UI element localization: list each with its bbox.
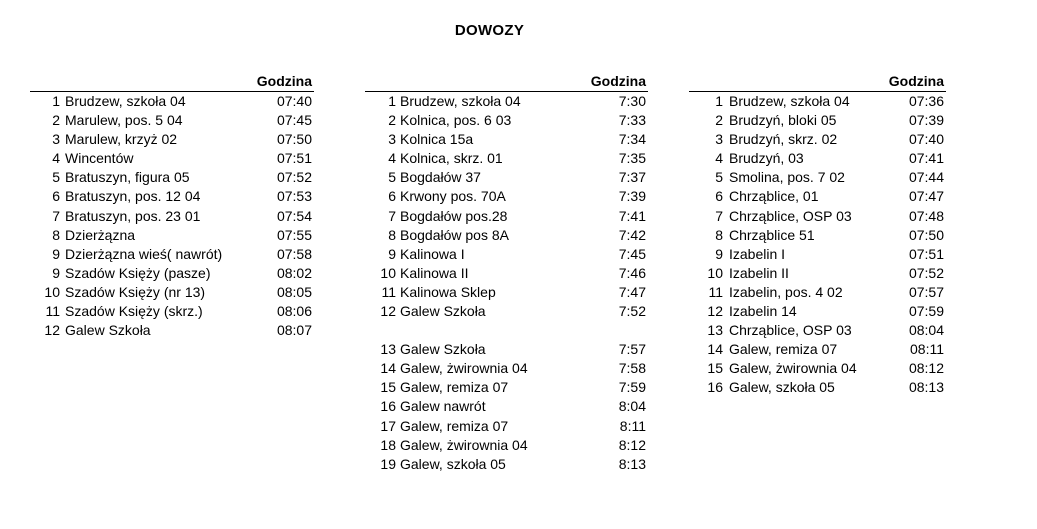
departure-time: 7:41 xyxy=(618,207,646,224)
stop-number: 11 xyxy=(381,283,396,300)
table-row xyxy=(365,168,648,187)
stop-number: 9 xyxy=(715,245,723,262)
stop-name: Galew, remiza 07 xyxy=(400,417,509,434)
departure-time: 07:58 xyxy=(276,245,312,262)
table-row xyxy=(689,111,946,130)
stop-name: Chrząblice 51 xyxy=(729,226,815,243)
stop-name: Chrząblice, 01 xyxy=(729,188,819,205)
stop-name: Galew, żwirownia 04 xyxy=(400,360,528,377)
table-row xyxy=(689,283,946,302)
stop-number: 4 xyxy=(715,150,723,167)
schedule-table-3 xyxy=(689,72,946,398)
stop-number: 10 xyxy=(380,264,396,281)
stop-number: 6 xyxy=(715,188,723,205)
stop-name: Brudzew, szkoła 04 xyxy=(729,93,850,109)
table-row xyxy=(365,187,648,206)
stop-number: 5 xyxy=(715,169,723,186)
stop-number: 16 xyxy=(707,379,723,396)
table-row xyxy=(30,187,314,206)
table-row xyxy=(365,149,648,168)
stop-number: 17 xyxy=(380,417,396,434)
departure-time: 07:55 xyxy=(276,226,312,243)
table-row xyxy=(365,455,648,474)
departure-time: 7:45 xyxy=(618,245,646,262)
stop-number: 7 xyxy=(388,207,396,224)
departure-time: 07:52 xyxy=(276,169,312,186)
stop-name: Kolnica, pos. 6 03 xyxy=(400,112,512,129)
departure-time: 7:39 xyxy=(618,188,646,205)
departure-time: 8:11 xyxy=(619,417,646,434)
departure-time: 08:13 xyxy=(908,379,944,396)
stop-number: 7 xyxy=(52,207,60,224)
departure-time: 7:58 xyxy=(618,360,646,377)
stop-number: 15 xyxy=(707,360,723,377)
table-row xyxy=(689,130,946,149)
stop-name: Dzierżązna xyxy=(65,226,136,243)
stop-number: 10 xyxy=(707,264,723,281)
stop-name: Bratuszyn, pos. 23 01 xyxy=(65,207,201,224)
stop-number: 8 xyxy=(388,226,396,243)
table-row xyxy=(30,264,314,283)
stop-name: Kalinowa I xyxy=(400,245,465,262)
table-header xyxy=(365,72,648,92)
departure-time: 7:37 xyxy=(618,169,646,186)
time-column-header: Godzina xyxy=(888,73,944,89)
stop-number: 2 xyxy=(388,112,396,129)
departure-time: 7:30 xyxy=(618,93,646,109)
table-header xyxy=(30,72,314,92)
stop-number: 1 xyxy=(388,93,396,109)
table-row xyxy=(365,417,648,436)
departure-time: 7:34 xyxy=(618,131,646,148)
table-row xyxy=(30,302,314,321)
table-row xyxy=(365,436,648,455)
table-row xyxy=(365,359,648,378)
departure-time: 7:52 xyxy=(618,303,646,320)
stop-name: Bogdałów 37 xyxy=(400,169,481,186)
stop-name: Kolnica, skrz. 01 xyxy=(400,150,503,167)
stop-number: 9 xyxy=(52,264,60,281)
departure-time: 08:04 xyxy=(908,322,944,339)
table-row xyxy=(365,264,648,283)
departure-time: 07:59 xyxy=(908,303,944,320)
departure-time: 07:53 xyxy=(276,188,312,205)
table-row xyxy=(30,130,314,149)
departure-time: 7:59 xyxy=(618,379,646,396)
departure-time: 7:42 xyxy=(618,226,646,243)
stop-name: Wincentów xyxy=(65,150,134,167)
stop-number: 19 xyxy=(380,455,396,472)
stop-name: Galew, żwirownia 04 xyxy=(729,360,857,377)
stop-name: Brudzew, szkoła 04 xyxy=(65,93,186,109)
departure-time: 07:51 xyxy=(276,150,312,167)
stop-name: Galew, szkoła 05 xyxy=(729,379,835,396)
departure-time: 08:07 xyxy=(276,322,312,339)
stop-number: 18 xyxy=(380,436,396,453)
stop-number: 2 xyxy=(52,112,60,129)
stop-name: Galew, remiza 07 xyxy=(729,341,838,358)
table-row xyxy=(365,397,648,416)
stop-number: 14 xyxy=(707,341,723,358)
stop-number: 4 xyxy=(388,150,396,167)
stop-name: Izabelin, pos. 4 02 xyxy=(729,283,843,300)
stop-number: 5 xyxy=(388,169,396,186)
departure-time: 07:39 xyxy=(908,112,944,129)
stop-number: 6 xyxy=(52,188,60,205)
time-column-header: Godzina xyxy=(256,73,312,89)
stop-number: 14 xyxy=(380,360,396,377)
table-header xyxy=(689,72,946,92)
table-row xyxy=(30,111,314,130)
departure-time: 07:50 xyxy=(276,131,312,148)
departure-time: 7:35 xyxy=(618,150,646,167)
departure-time: 07:47 xyxy=(908,188,944,205)
stop-name: Brudzyń, bloki 05 xyxy=(729,112,837,129)
table-row xyxy=(365,111,648,130)
table-row xyxy=(365,226,648,245)
stop-number: 2 xyxy=(715,112,723,129)
departure-time: 07:51 xyxy=(908,245,944,262)
departure-time: 07:40 xyxy=(908,131,944,148)
departure-time: 08:12 xyxy=(908,360,944,377)
stop-name: Kalinowa II xyxy=(400,264,469,281)
stop-name: Izabelin 14 xyxy=(729,303,797,320)
table-row xyxy=(689,359,946,378)
stop-number: 6 xyxy=(388,188,396,205)
table-row xyxy=(365,207,648,226)
stop-number: 3 xyxy=(715,131,723,148)
departure-time: 07:44 xyxy=(908,169,944,186)
stop-name: Chrząblice, OSP 03 xyxy=(729,322,852,339)
stop-number: 1 xyxy=(715,93,723,109)
stop-name: Izabelin II xyxy=(729,264,789,281)
departure-time: 08:06 xyxy=(276,303,312,320)
stop-number: 12 xyxy=(380,303,396,320)
stop-name: Smolina, pos. 7 02 xyxy=(729,169,845,186)
table-row xyxy=(689,168,946,187)
stop-number: 3 xyxy=(52,131,60,148)
stop-name: Bogdałów pos.28 xyxy=(400,207,508,224)
departure-time: 08:11 xyxy=(910,341,944,358)
stop-name: Szadów Księży (nr 13) xyxy=(65,283,206,300)
departure-time: 08:02 xyxy=(276,264,312,281)
stop-number: 4 xyxy=(52,150,60,167)
stop-number: 1 xyxy=(52,93,60,109)
departure-time: 07:50 xyxy=(908,226,944,243)
stop-number: 9 xyxy=(388,245,396,262)
departure-time: 08:05 xyxy=(276,283,312,300)
stop-name: Galew Szkoła xyxy=(65,322,151,339)
stop-name: Krwony pos. 70A xyxy=(400,188,506,205)
stop-number: 16 xyxy=(380,398,396,415)
stop-number: 13 xyxy=(380,341,396,358)
stop-number: 8 xyxy=(52,226,60,243)
table-row xyxy=(689,149,946,168)
table-row xyxy=(689,321,946,340)
departure-time: 07:40 xyxy=(276,93,312,109)
table-row xyxy=(365,302,648,321)
table-row xyxy=(30,321,314,340)
stop-number: 12 xyxy=(707,303,723,320)
departure-time: 7:47 xyxy=(618,283,646,300)
stop-name: Kalinowa Sklep xyxy=(400,283,496,300)
table-row xyxy=(689,340,946,359)
stop-number: 7 xyxy=(715,207,723,224)
stop-name: Galew, żwirownia 04 xyxy=(400,436,528,453)
table-row xyxy=(30,207,314,226)
stop-name: Galew nawrót xyxy=(400,398,486,415)
stop-name: Galew, szkoła 05 xyxy=(400,455,506,472)
stop-name: Galew, remiza 07 xyxy=(400,379,509,396)
table-row xyxy=(689,207,946,226)
stop-number: 15 xyxy=(380,379,396,396)
stop-name: Izabelin I xyxy=(729,245,786,262)
table-row xyxy=(30,226,314,245)
table-row xyxy=(30,283,314,302)
departure-time: 8:12 xyxy=(618,436,646,453)
stop-name: Szadów Księży (pasze) xyxy=(65,264,211,281)
departure-time: 07:57 xyxy=(908,283,944,300)
departure-time: 7:46 xyxy=(618,264,646,281)
stop-name: Marulew, krzyż 02 xyxy=(65,131,178,148)
table-row xyxy=(689,92,946,111)
table-row xyxy=(689,245,946,264)
stop-name: Bratuszyn, figura 05 xyxy=(65,169,190,186)
stop-name: Marulew, pos. 5 04 xyxy=(65,112,183,129)
departure-time: 7:57 xyxy=(618,341,646,358)
stop-name: Brudzyń, skrz. 02 xyxy=(729,131,838,148)
departure-time: 07:48 xyxy=(908,207,944,224)
stop-name: Szadów Księży (skrz.) xyxy=(65,303,203,320)
table-row xyxy=(689,264,946,283)
time-column-header: Godzina xyxy=(590,73,646,89)
table-row xyxy=(689,302,946,321)
stop-name: Bogdałów pos 8A xyxy=(400,226,509,243)
stop-number: 11 xyxy=(45,303,60,320)
table-row xyxy=(689,187,946,206)
table-row xyxy=(30,245,314,264)
table-row xyxy=(30,92,314,111)
stop-name: Bratuszyn, pos. 12 04 xyxy=(65,188,201,205)
departure-time: 8:04 xyxy=(618,398,646,415)
stop-name: Brudzew, szkoła 04 xyxy=(400,93,521,109)
table-row xyxy=(365,340,648,359)
table-row xyxy=(30,168,314,187)
table-row xyxy=(689,378,946,397)
stop-number: 12 xyxy=(44,322,60,339)
stop-name: Chrząblice, OSP 03 xyxy=(729,207,852,224)
stop-number: 3 xyxy=(388,131,396,148)
stop-number: 13 xyxy=(707,322,723,339)
table-row xyxy=(365,378,648,397)
stop-number: 9 xyxy=(52,245,60,262)
stop-name: Dzierżązna wieś( nawrót) xyxy=(65,245,223,262)
page-title: DOWOZY xyxy=(454,22,525,39)
stop-number: 8 xyxy=(715,226,723,243)
departure-time: 07:36 xyxy=(908,93,944,109)
stop-name: Galew Szkoła xyxy=(400,341,486,358)
table-row xyxy=(365,245,648,264)
departure-time: 07:54 xyxy=(276,207,312,224)
schedule-table-2 xyxy=(365,72,648,474)
stop-number: 10 xyxy=(44,283,60,300)
table-row xyxy=(689,226,946,245)
departure-time: 07:41 xyxy=(908,150,944,167)
stop-number: 11 xyxy=(708,283,723,300)
departure-time: 8:13 xyxy=(618,455,646,472)
departure-time: 7:33 xyxy=(618,112,646,129)
table-row xyxy=(365,130,648,149)
stop-name: Brudzyń, 03 xyxy=(729,150,804,167)
departure-time: 07:45 xyxy=(276,112,312,129)
table-row xyxy=(30,149,314,168)
stop-number: 5 xyxy=(52,169,60,186)
departure-time: 07:52 xyxy=(908,264,944,281)
table-row xyxy=(365,283,648,302)
schedule-table-1 xyxy=(30,72,314,340)
table-row xyxy=(365,92,648,111)
stop-name: Kolnica 15a xyxy=(400,131,474,148)
stop-name: Galew Szkoła xyxy=(400,303,486,320)
